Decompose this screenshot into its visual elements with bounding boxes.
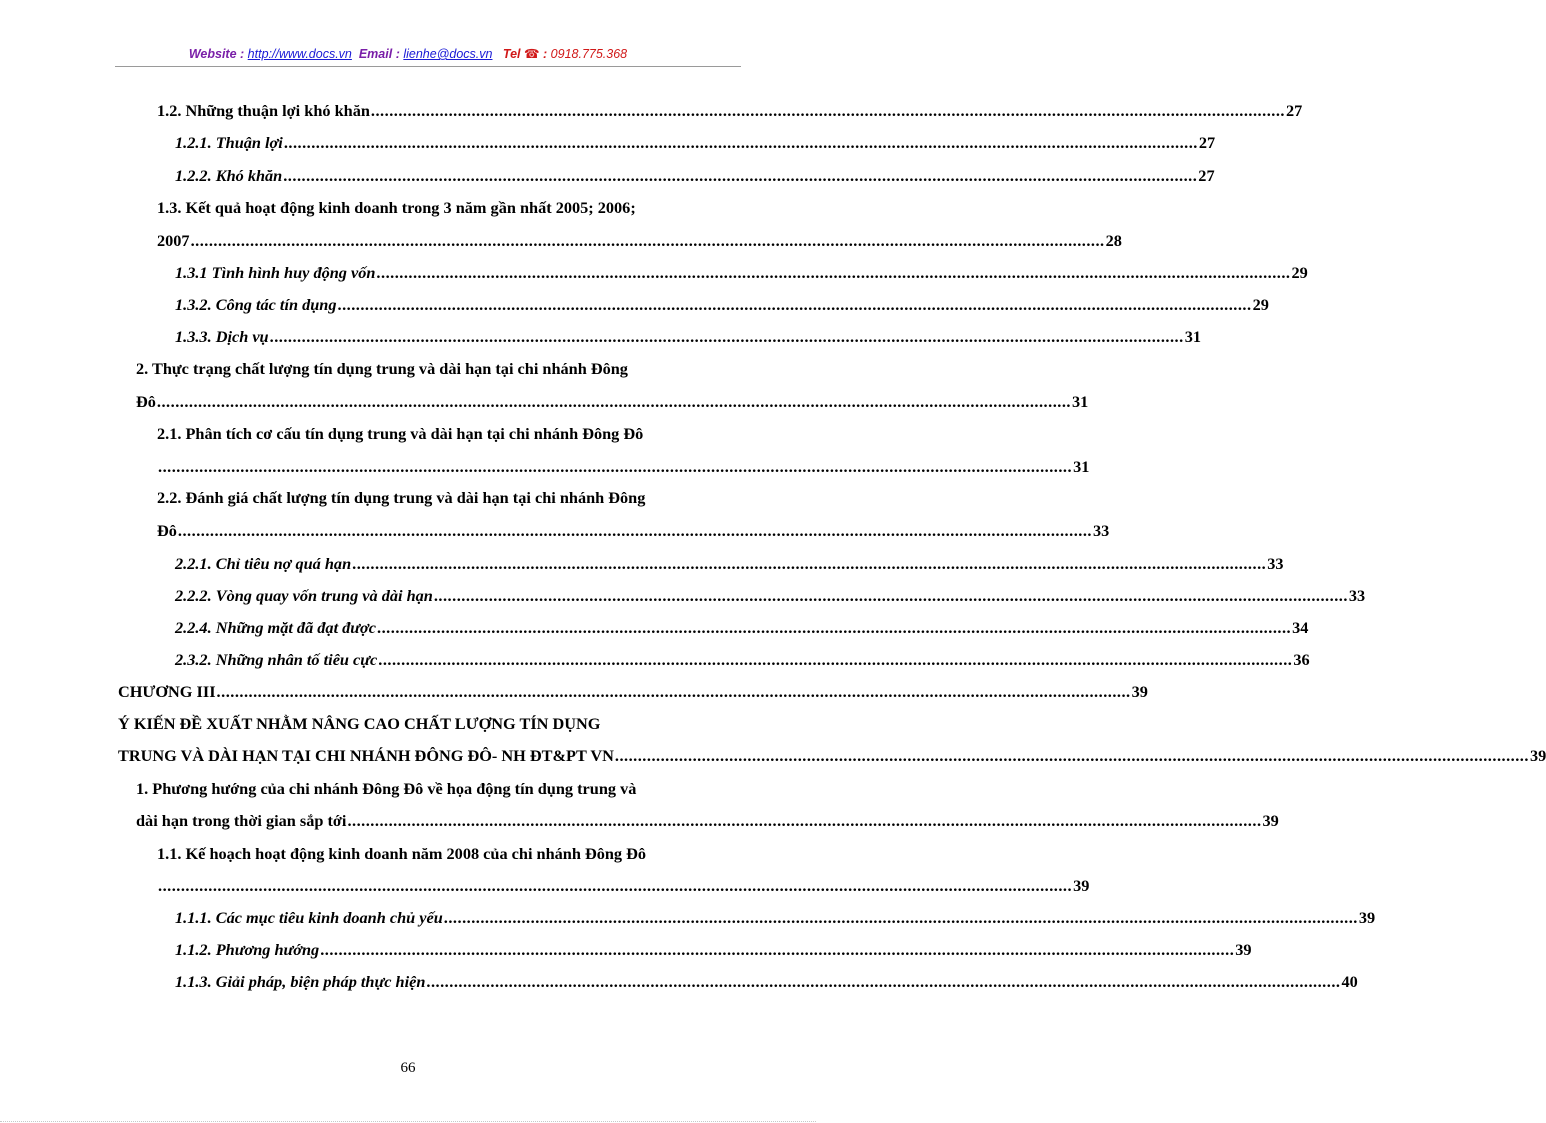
toc-entry	[118, 745, 1546, 767]
toc-entry	[175, 132, 1216, 154]
toc-entry-title: 1.2.1. Thuận lợi	[175, 133, 283, 152]
toc-entry-title: 1. Phương hướng của chi nhánh Đông Đô về họa động tín dụng trung và	[136, 779, 637, 798]
toc-leader: ........................................................................................................................................................................................................	[370, 101, 1285, 120]
toc-leader: ........................................................................................................................................................................................................	[269, 327, 1184, 346]
toc-entry-page: 36	[1293, 650, 1310, 669]
toc-entry-page: 29	[1291, 263, 1308, 282]
page-header	[0, 46, 816, 61]
toc-leader: ........................................................................................................................................................................................................	[177, 521, 1092, 540]
website-label: Website :	[188, 47, 245, 61]
toc-entry-page: 28	[1105, 231, 1122, 250]
page-bottom-border	[0, 1121, 816, 1122]
toc-entry-title: 2.1. Phân tích cơ cấu tín dụng trung và dài hạn tại chi nhánh Đông Đô	[157, 424, 644, 443]
toc-entry	[157, 520, 1110, 542]
page-number: 66	[400, 1060, 416, 1076]
toc-entry	[136, 391, 1089, 413]
toc-entry-page: 39	[1529, 746, 1546, 765]
toc-entry-title: 1.2.2. Khó khăn	[175, 166, 283, 185]
toc-entry-title-cont: dài hạn trong thời gian sắp tới	[136, 811, 347, 830]
toc-entry-title: 1.3.1 Tình hình huy động vốn	[175, 263, 376, 282]
toc-entry-page: 31	[1184, 327, 1201, 346]
toc-leader: ........................................................................................................................................................................................................	[283, 133, 1198, 152]
toc-entry-title: 2.3.2. Những nhân tố tiêu cực	[175, 650, 378, 669]
toc-leader: ........................................................................................................................................................................................................	[614, 746, 1529, 765]
toc-entry-title: 1.2. Những thuận lợi khó khăn	[157, 101, 370, 120]
toc-entry-page: 39	[1358, 908, 1376, 927]
toc-entry-page: 27	[1198, 133, 1216, 152]
toc-entry-page: 39	[1262, 811, 1279, 830]
toc-entry	[157, 230, 1122, 252]
toc-leader: ........................................................................................................................................................................................................	[352, 554, 1267, 573]
toc-entry-page: 31	[1073, 457, 1090, 476]
toc-entry-title: 1.1.2. Phương hướng	[175, 940, 320, 959]
toc-entry-page: 27	[1285, 101, 1303, 120]
toc-entry-title: Ý KIẾN ĐỀ XUẤT NHẰM NÂNG CAO CHẤT LƯỢNG TÍN DỤNG	[118, 714, 601, 733]
toc-entry	[175, 971, 1358, 993]
toc-entry-title: 2.2.2. Vòng quay vốn trung và dài hạn	[175, 586, 433, 605]
toc-entry-page: 27	[1198, 166, 1215, 185]
toc-entry	[175, 165, 1215, 187]
toc-entry-title-cont: Đô	[157, 521, 177, 540]
toc-entry	[157, 456, 1090, 478]
website-link[interactable]: http://www.docs.vn	[247, 47, 352, 61]
toc-entry-title: 1.3.3. Dịch vụ	[175, 327, 269, 346]
toc-leader: ........................................................................................................................................................................................................	[433, 586, 1348, 605]
toc-leader: ........................................................................................................................................................................................................	[216, 682, 1131, 701]
toc-entry-page: 33	[1267, 554, 1284, 573]
toc-entry-title: CHƯƠNG III	[118, 682, 216, 701]
toc-entry-title: 2.2. Đánh giá chất lượng tín dụng trung và dài hạn tại chi nhánh Đông	[157, 488, 646, 507]
email-label: Email	[358, 47, 393, 61]
toc-entry	[175, 649, 1310, 671]
toc-leader: ........................................................................................................................................................................................................	[377, 618, 1292, 637]
tel-value: 0918.775.368	[550, 47, 628, 61]
toc-entry-page: 29	[1252, 295, 1269, 314]
toc-entry	[175, 939, 1252, 961]
toc-entry-title: 1.1.3. Giải pháp, biện pháp thực hiện	[175, 972, 426, 991]
toc-leader: ........................................................................................................................................................................................................	[158, 876, 1073, 895]
toc-entry	[175, 617, 1309, 639]
toc-entry	[157, 100, 1303, 122]
tel-label: Tel ☎ :	[502, 47, 548, 61]
toc-entry-page: 39	[1235, 940, 1252, 959]
toc-entry-title: 2.2.4. Những mặt đã đạt được	[175, 618, 377, 637]
toc-entry	[175, 326, 1201, 348]
toc-entry-page: 33	[1092, 521, 1110, 540]
toc-leader: ........................................................................................................................................................................................................	[376, 263, 1291, 282]
toc-leader: ........................................................................................................................................................................................................	[347, 811, 1262, 830]
toc-entry-title: 1.1. Kế hoạch hoạt động kinh doanh năm 2008 của chi nhánh Đông Đô	[157, 844, 647, 863]
toc-entry-title-cont: Đô	[136, 392, 156, 411]
toc-leader: ........................................................................................................................................................................................................	[426, 972, 1341, 991]
toc-leader: ........................................................................................................................................................................................................	[378, 650, 1293, 669]
toc-entry	[175, 294, 1269, 316]
toc-entry-page: 31	[1071, 392, 1089, 411]
toc-entry-title: 1.3. Kết quả hoạt động kinh doanh trong 3 năm gần nhất 2005; 2006;	[157, 198, 636, 217]
email-separator: :	[395, 47, 400, 61]
toc-leader: ........................................................................................................................................................................................................	[443, 908, 1358, 927]
toc-entry-title: 1.1.1. Các mục tiêu kinh doanh chủ yếu	[175, 908, 443, 927]
toc-leader: ........................................................................................................................................................................................................	[337, 295, 1252, 314]
toc-entry	[175, 585, 1366, 607]
toc-entry-page: 39	[1131, 682, 1148, 701]
header-divider	[115, 66, 741, 67]
toc-leader: ........................................................................................................................................................................................................	[320, 940, 1235, 959]
toc-entry-page: 33	[1348, 586, 1366, 605]
toc-entry-page: 34	[1292, 618, 1309, 637]
toc-entry	[175, 262, 1308, 284]
toc-leader: ........................................................................................................................................................................................................	[158, 457, 1073, 476]
toc-entry-title: 1.3.2. Công tác tín dụng	[175, 295, 337, 314]
toc-entry	[157, 875, 1090, 897]
toc-leader: ........................................................................................................................................................................................................	[283, 166, 1198, 185]
toc-entry-title: 2. Thực trạng chất lượng tín dụng trung và dài hạn tại chi nhánh Đông	[136, 359, 628, 378]
toc-entry-title-cont: TRUNG VÀ DÀI HẠN TẠI CHI NHÁNH ĐÔNG ĐÔ- NH ĐT&PT VN	[118, 746, 614, 765]
toc-entry	[118, 681, 1148, 703]
toc-entry	[136, 810, 1279, 832]
toc-leader: ........................................................................................................................................................................................................	[190, 231, 1105, 250]
toc-entry	[175, 907, 1376, 929]
toc-entry-title-cont: 2007	[157, 231, 190, 250]
toc-leader: ........................................................................................................................................................................................................	[156, 392, 1071, 411]
toc-entry-title: 2.2.1. Chỉ tiêu nợ quá hạn	[175, 554, 352, 573]
toc-entry	[175, 553, 1284, 575]
toc-entry-page: 40	[1341, 972, 1358, 991]
toc-entry-page: 39	[1073, 876, 1090, 895]
email-link[interactable]: lienhe@docs.vn	[403, 47, 493, 61]
